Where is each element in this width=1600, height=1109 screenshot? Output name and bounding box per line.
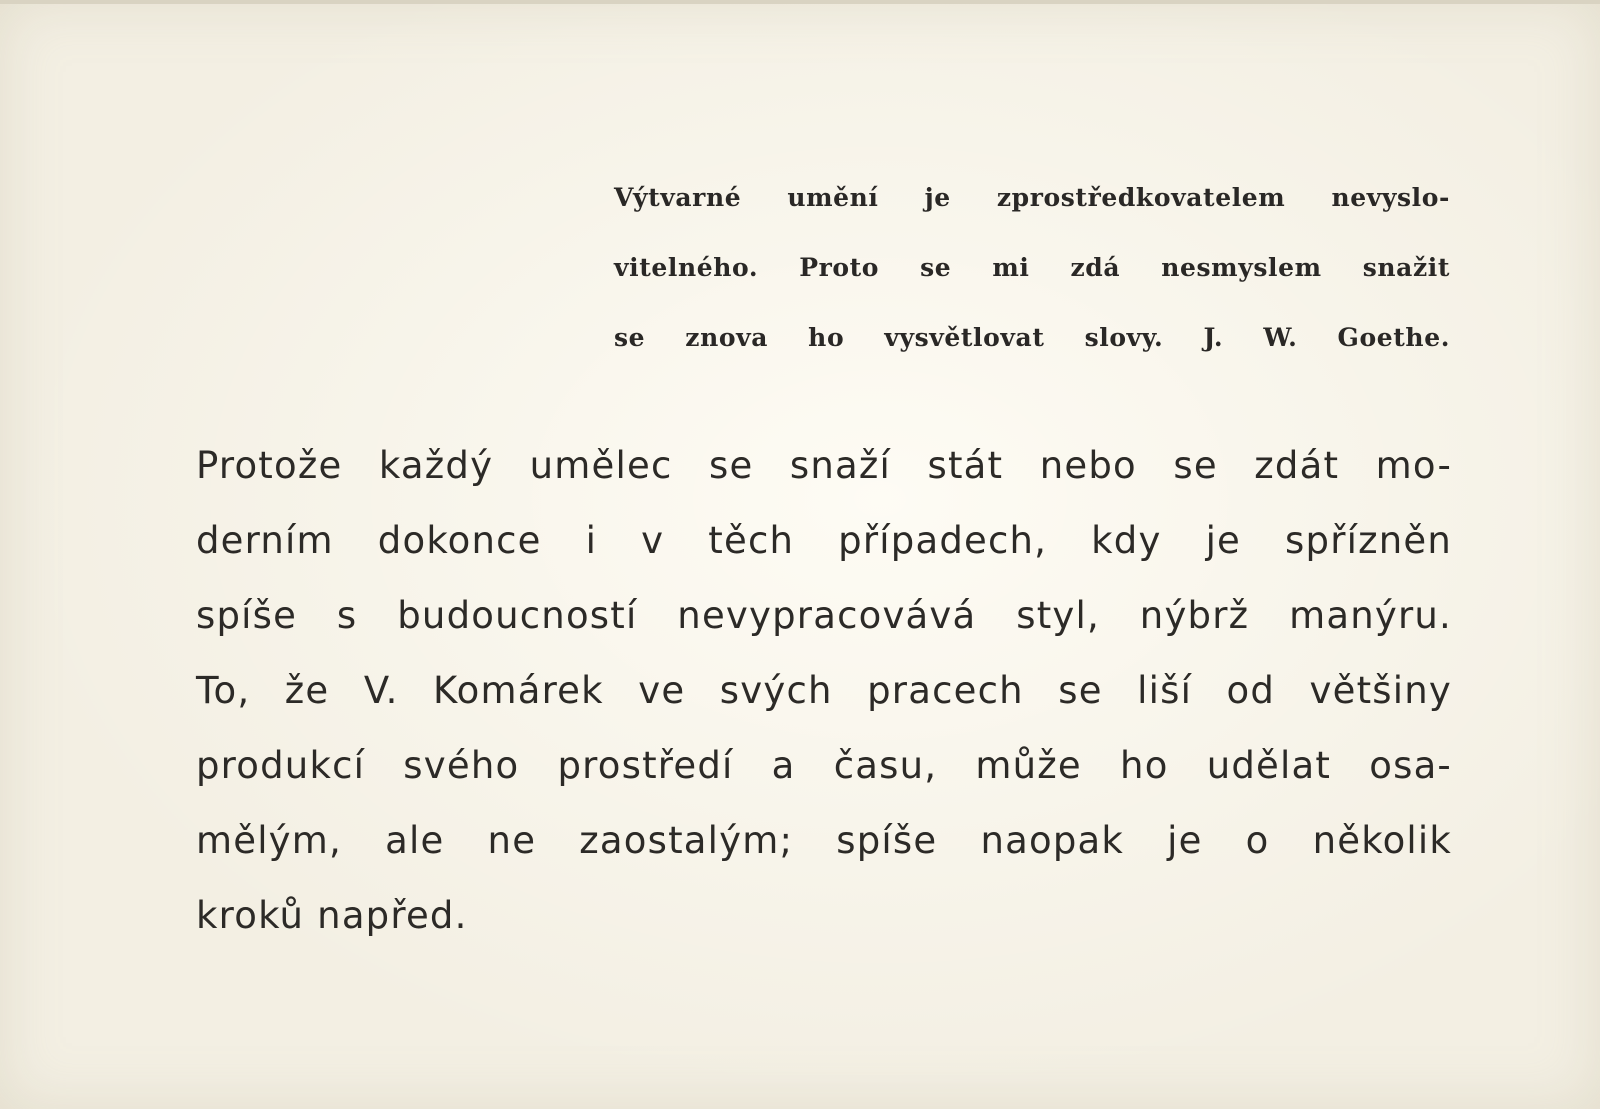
epigraph-line: se znova ho vysvětlovat slovy. J. W. Goethe. [614,323,1450,352]
epigraph-line: Výtvarné umění je zprostředkovatelem nevyslo- [614,183,1450,212]
paragraph-line: mělým, ale ne zaostalým; spíše naopak je o několik [196,819,1452,862]
paragraph-line: Protože každý umělec se snaží stát nebo se zdát mo- [196,444,1452,487]
paragraph-line: produkcí svého prostředí a času, může ho udělat osa- [196,744,1452,787]
paragraph-line: To, že V. Komárek ve svých pracech se liší od většiny [196,669,1452,712]
body-paragraph [196,438,1452,963]
epigraph-quote [614,176,1450,386]
epigraph-line: vitelného. Proto se mi zdá nesmyslem snažit [614,253,1450,282]
paragraph-line: kroků napřed. [196,894,468,937]
page-top-edge [0,0,1600,4]
paragraph-line: spíše s budoucností nevypracovává styl, nýbrž manýru. [196,594,1452,637]
paragraph-line: derním dokonce i v těch případech, kdy je spřízněn [196,519,1452,562]
